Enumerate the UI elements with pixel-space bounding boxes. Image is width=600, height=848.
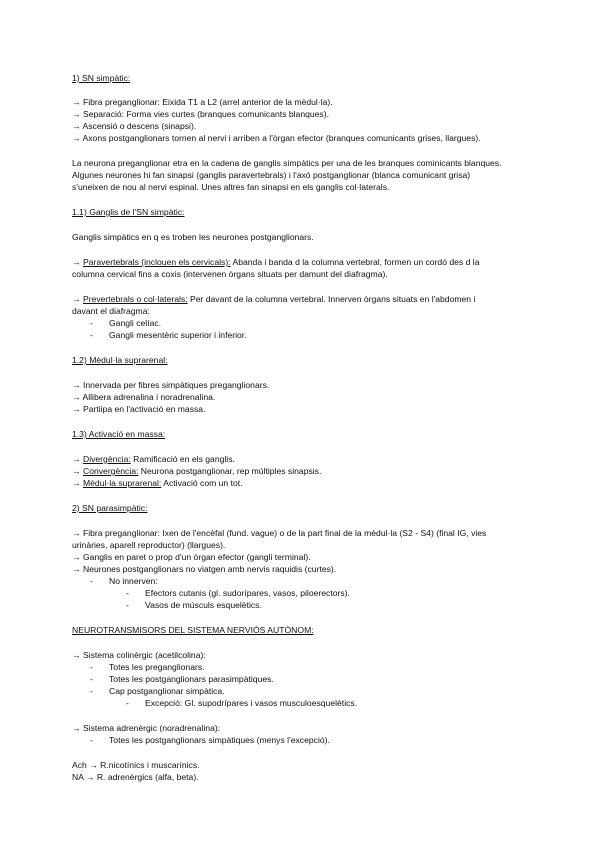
paravertebrals-text: Abanda i banda d la columna vertebral, formen un cordó des d la <box>230 257 480 267</box>
colinergic-list <box>72 661 532 697</box>
prevertebrals-line: → Prevertebrals o col·laterals: Per davant de la columna vertebral. Innerven òrgans situats en l'abdomen i <box>72 294 476 304</box>
medulla-label: Mèdul·la suprarenal: <box>82 478 162 488</box>
s1-line: → Axons postganglionars tornen al nervi i arriben a l'òrgan efector (branques comunicants grises, llargues). <box>72 133 481 143</box>
list-item: - Excepció: Gl. supodrípares i vasos musculoesquelètics. <box>72 697 532 709</box>
s1-line: → Ascensió o descens (sinapsi). <box>72 121 197 131</box>
list-item: - Totes les postganglionars parasimpàtiques. <box>72 673 532 685</box>
list-item: - Gangli mesentèric superior i inferior. <box>72 329 532 341</box>
convergencia-label: Convergència: <box>82 466 139 476</box>
s2-line: → Neurones postganglionars no viatgen amb nervis raquidis (curtes). <box>72 564 337 574</box>
colinergic-head: → Sistema colinèrgic (acetilcolina): <box>72 650 206 660</box>
prevertebrals-label: Prevertebrals o col·laterals: <box>82 294 188 304</box>
prevertebrals-text: Per davant de la columna vertebral. Innerven òrgans situats en l'abdomen i <box>187 294 476 304</box>
section-1-title: 1) SN simpàtic: <box>72 73 131 83</box>
prevertebral-list <box>72 317 532 341</box>
ach-line: Ach → R.nicotínics i muscarínics. <box>72 760 200 770</box>
s1-para-line: s'uneixen de nou al nervi espinal. Unes altres fan sinapsi en els ganglis col·laterals. <box>72 182 390 192</box>
s12-line: → Partiipa en l'activació en massa. <box>72 404 206 414</box>
divergencia-label: Divergència: <box>82 454 131 464</box>
convergencia-text: Neurona postganglionar, rep múltiples sinapsis. <box>138 466 322 476</box>
list-item: - Vasos de músculs esquelètics. <box>72 599 532 611</box>
list-item: - Cap postganglionar simpàtica. <box>72 685 532 697</box>
adrenergic-list <box>72 734 532 746</box>
adrenergic-head: → Sistema adrenèrgic (noradrenalina): <box>72 723 221 733</box>
s2-line: → Ganglis en paret o prop d'un òrgan efector (gangli terminal). <box>72 552 311 562</box>
s2-line: urinàries, aparell reproductor) (llargues). <box>72 540 226 550</box>
list-item: - Gangli celíac. <box>72 317 532 329</box>
s1-line: → Fibra preganglionar: Eixida T1 a L2 (arrel anterior de la mèdul·la). <box>72 97 333 107</box>
s1-para-line: Algunes neurones hi fan sinapsi (ganglis paravertebrals) i l'axó postganglionar (blanca comunicant grisa) <box>72 170 471 180</box>
section-1-2-title: 1.2) Mèdul·la suprarenal: <box>72 355 168 365</box>
document-body <box>72 72 532 783</box>
s2-sublist <box>72 587 532 611</box>
list-item: - Efectors cutanis (gl. sudorípares, vasos, piloerectors). <box>72 587 532 599</box>
s12-line: → Allibera adrenalina i noradrenalina. <box>72 392 216 402</box>
list-item: - Totes les postganglionars simpàtiques (menys l'excepció). <box>72 734 532 746</box>
paravertebrals-label: Paravertebrals (inclouen els cervicals): <box>82 257 231 267</box>
na-line: NA → R. adrenèrgics (alfa, beta). <box>72 772 199 782</box>
s11-intro: Ganglis simpàtics en q es troben les neurones postganglionars. <box>72 232 314 242</box>
s1-para-line: La neurona preganglionar etra en la cadena de ganglis simpàtics per una de les branques cominicants blanques. <box>72 158 502 168</box>
medulla-text: Activació com un tot. <box>161 478 243 488</box>
list-item: - Totes les preganglionars. <box>72 661 532 673</box>
s2-line: → Fibra preganglionar: Ixen de l'encèfal (fund. vague) o de la part final de la mèdul·la (S2 - S4) (final IG, vies <box>72 528 487 538</box>
list-item: - No innerven: <box>72 575 532 587</box>
divergencia-text: Ramificació en els ganglis. <box>130 454 235 464</box>
s13-line: → Divergència: Ramificació en els ganglis. <box>72 454 235 464</box>
paravertebrals-line-2: columna cervical fins a coxis (intervenen òrgans situats per damunt del diafragma). <box>72 269 388 279</box>
paravertebrals-line: → Paravertebrals (inclouen els cervicals): Abanda i banda d la columna vertebral, formen un cordó des d la <box>72 257 480 267</box>
section-2-title: 2) SN parasimpàtic: <box>72 503 148 513</box>
s13-line: → Convergència: Neurona postganglionar, rep múltiples sinapsis. <box>72 466 322 476</box>
section-1-1-title: 1.1) Ganglis de l'SN simpàtic: <box>72 207 185 217</box>
s12-line: → Innervada per fibres simpàtiques preganglionars. <box>72 380 270 390</box>
neurotransmisors-title: NEUROTRANSMISORS DEL SISTEMA NERVIÓS AUTÒNOM: <box>72 625 314 635</box>
s13-line: → Mèdul·la suprarenal: Activació com un tot. <box>72 478 243 488</box>
section-1-3-title: 1.3) Activació en massa: <box>72 429 166 439</box>
prevertebrals-line-2: davant el diafragma: <box>72 306 150 316</box>
s2-list <box>72 575 532 587</box>
colinergic-sublist <box>72 697 532 709</box>
s1-line: → Separació: Forma vies curtes (branques comunicants blanques). <box>72 109 329 119</box>
